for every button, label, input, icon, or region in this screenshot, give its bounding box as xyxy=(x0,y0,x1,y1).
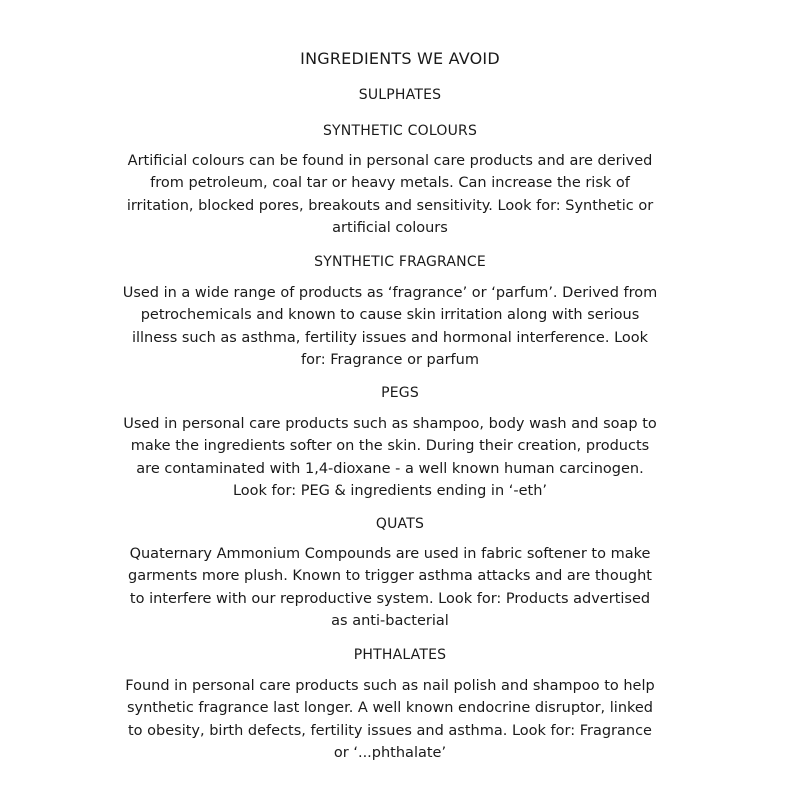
heading-pegs: PEGS xyxy=(381,385,419,401)
heading-quats: QUATS xyxy=(375,516,425,532)
heading-sulphates: SULPHATES xyxy=(358,87,442,103)
description-synthetic-fragrance: Used in a wide range of products as ‘fragrance’ or ‘parfum’. Derived from petrochemicals and known to cause skin irritation along with serious illness such as asthma, fertility issues and hormonal interference. Look for: Fragrance or parfum xyxy=(122,285,658,368)
page-title: INGREDIENTS WE AVOID xyxy=(300,49,500,68)
description-synthetic-colours: Artificial colours can be found in personal care products and are derived from petroleum, coal tar or heavy metals. Can increase the risk of irritation, blocked pores, breakouts and sensitivity. Look for: Synthetic or artificial colours xyxy=(126,153,654,236)
heading-phthalates: PHTHALATES xyxy=(353,647,447,663)
description-pegs: Used in personal care products such as shampoo, body wash and soap to make the ingredients softer on the skin. During their creation, products are contaminated with 1,4-dioxane - a well known human carcinogen. Look for: PEG & ingredients ending in ‘-eth’ xyxy=(123,416,657,499)
heading-synthetic-colours: SYNTHETIC COLOURS xyxy=(322,123,478,139)
heading-synthetic-fragrance: SYNTHETIC FRAGRANCE xyxy=(314,254,486,270)
description-quats: Quaternary Ammonium Compounds are used in fabric softener to make garments more plush. Known to trigger asthma attacks and are thought to interfere with our reproductive system. Look for: Products advertised as anti-bacterial xyxy=(128,546,652,629)
description-phthalates: Found in personal care products such as nail polish and shampoo to help synthetic fragrance last longer. A well known endocrine disruptor, linked to obesity, birth defects, fertility issues and asthma. Look for: Fragrance or ‘...phthalate’ xyxy=(125,678,655,761)
